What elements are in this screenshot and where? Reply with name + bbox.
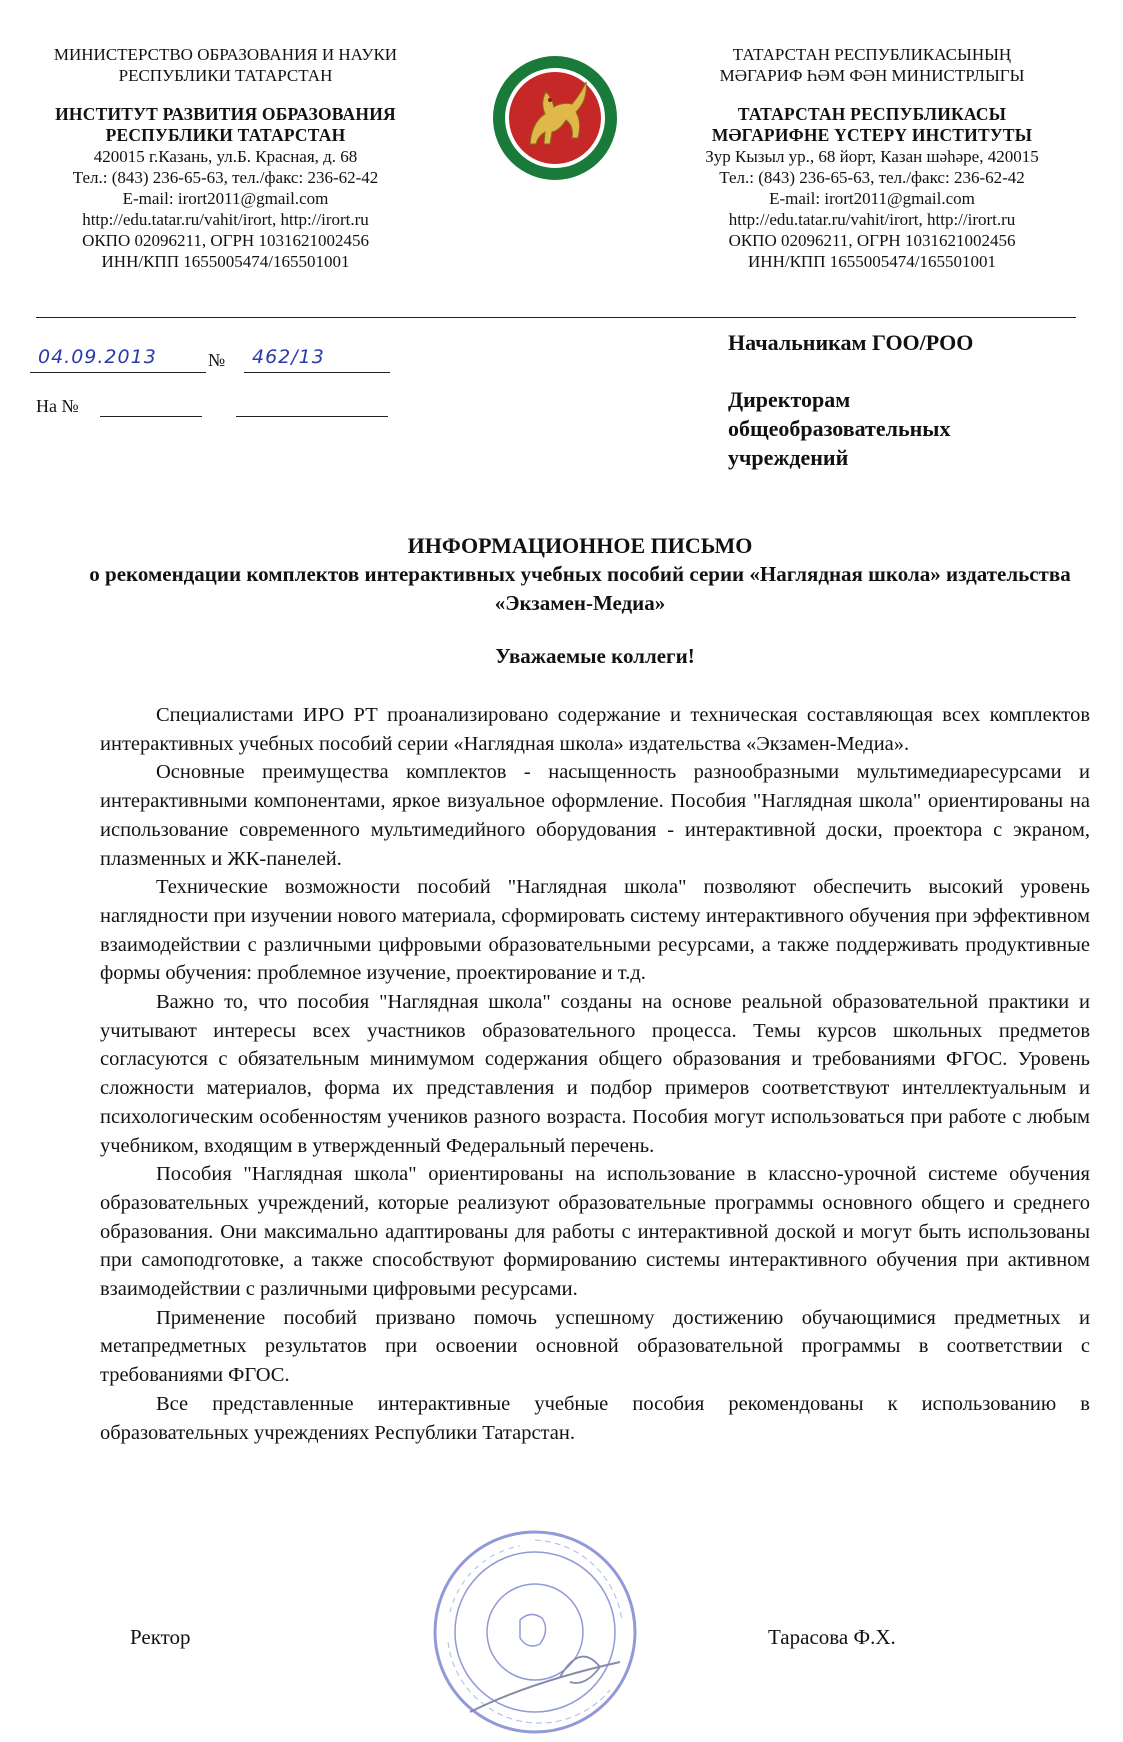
phone: Тел.: (843) 236-65-63, тел./факс: 236-62-42	[72, 168, 379, 187]
signatory-position: Ректор	[130, 1625, 191, 1649]
addressee-line-4: учреждений	[728, 445, 849, 470]
letterhead-right	[672, 44, 1072, 272]
ministry-line-2: РЕСПУБЛИКИ ТАТАРСТАН	[118, 66, 333, 85]
addressee-line-2: Директорам	[728, 387, 851, 412]
reply-number-blank	[100, 396, 202, 417]
outgoing-date-field	[30, 346, 206, 373]
ministry-line-2: МӘГАРИФ ҺӘМ ФӘН МИНИСТРЛЫГЫ	[719, 66, 1025, 85]
address: Зур Кызыл ур., 68 йорт, Казан шәһәре, 420015	[705, 147, 1039, 166]
ministry-name-ru	[28, 44, 423, 86]
institute-line-1: ТАТАРСТАН РЕСПУБЛИКАСЫ	[737, 104, 1007, 124]
reply-date-blank	[236, 396, 388, 417]
letterhead-left	[28, 44, 423, 272]
reply-to-label: На №	[36, 396, 79, 416]
institute-line-2: РЕСПУБЛИКИ ТАТАРСТАН	[105, 125, 346, 145]
paragraph: Технические возможности пособий "Наглядная школа" позволяют обеспечить высокий уровень наглядности при изучении нового материала, сформировать систему интерактивного обучения при эффективном взаимодействии с различными цифровыми образовательными ресурсами, а также поддерживать продуктивные формы обучения: проблемное изучение, проектирование и т.д.	[100, 876, 1090, 985]
outgoing-number-field	[244, 346, 390, 373]
header-divider	[36, 317, 1076, 318]
institute-name-tt	[672, 104, 1072, 146]
ministry-line-1: МИНИСТЕРСТВО ОБРАЗОВАНИЯ И НАУКИ	[53, 45, 398, 64]
address: 420015 г.Казань, ул.Б. Красная, д. 68	[93, 147, 358, 166]
paragraph: Пособия "Наглядная школа" ориентированы на использование в классно-урочной системе обучения образовательных учреждений, которые реализуют образовательные программы основного общего и среднего образования. Они максимально адаптированы для работы с интерактивной доской и могут быть использованы при самоподготовке, а также способствуют формированию системы интерактивного обучения при активном взаимодействии с различными цифровыми ресурсами.	[100, 1163, 1090, 1301]
okpo-ogrn: ОКПО 02096211, ОГРН 1031621002456	[728, 231, 1016, 250]
email: E-mail: irort2011@gmail.com	[769, 189, 975, 208]
handwritten-number: 462/13	[252, 346, 325, 368]
ministry-line-1: ТАТАРСТАН РЕСПУБЛИКАСЫНЫҢ	[732, 45, 1012, 64]
number-label: №	[208, 350, 226, 370]
addressee-line-1: Начальникам ГОО/РОО	[728, 330, 974, 355]
addressee-block	[728, 328, 973, 472]
okpo-ogrn: ОКПО 02096211, ОГРН 1031621002456	[82, 231, 369, 250]
inn-kpp: ИНН/КПП 1655005474/165501001	[101, 252, 350, 271]
email: E-mail: irort2011@gmail.com	[122, 189, 329, 208]
paragraph: Все представленные интерактивные учебные пособия рекомендованы к использованию в образовательных учреждениях Республики Татарстан.	[100, 1392, 1090, 1444]
tatarstan-coat-of-arms-icon	[490, 52, 620, 184]
letter-body	[100, 701, 1090, 1447]
paragraph: Специалистами ИРО РТ проанализировано содержание и техническая составляющая всех комплектов интерактивных учебных пособий серии «Наглядная школа» издательства «Экзамен-Медиа».	[100, 704, 1090, 755]
web-links: http://edu.tatar.ru/vahit/irort, http://irort.ru	[82, 210, 369, 229]
paragraph: Применение пособий призвано помочь успешному достижению обучающимися предметных и метапредметных результатов при освоении основной образовательной программы в соответствии с требованиями ФГОС.	[100, 1306, 1090, 1387]
institute-line-1: ИНСТИТУТ РАЗВИТИЯ ОБРАЗОВАНИЯ	[55, 104, 396, 124]
institute-line-2: МӘГАРИФНЕ ҮСТЕРҮ ИНСТИТУТЫ	[711, 125, 1033, 145]
phone: Тел.: (843) 236-65-63, тел./факс: 236-62-42	[719, 168, 1025, 187]
addressee-line-3: общеобразовательных	[728, 416, 951, 441]
title-subject: о рекомендации комплектов интерактивных учебных пособий серии «Наглядная школа» издательства «Экзамен-Медиа»	[89, 562, 1071, 615]
greeting: Уважаемые коллеги!	[495, 644, 695, 668]
title-heading: ИНФОРМАЦИОННОЕ ПИСЬМО	[407, 533, 753, 558]
signatory-name: Тарасова Ф.Х.	[768, 1625, 896, 1649]
paragraph: Важно то, что пособия "Наглядная школа" созданы на основе реальной образовательной практики и учитывают интересы всех участников образовательного процесса. Темы курсов школьных предметов согласуются с обязательным минимумом содержания общего образования и требованиями ФГОС. Уровень сложности материалов, форма их представления и подбор примеров соответствуют интеллектуальным и психологическим особенностям учеников разного возраста. Пособия могут использоваться при работе с любым учебником, входящим в утвержденный Федеральный перечень.	[100, 991, 1090, 1157]
ministry-name-tt	[672, 44, 1072, 86]
handwritten-date: 04.09.2013	[38, 346, 157, 368]
paragraph: Основные преимущества комплектов - насыщенность разнообразными мультимедиаресурсами и интерактивными компонентами, яркое визуальное оформление. Пособия "Наглядная школа" ориентированы на использование современного мультимедийного оборудования - интерактивной доски, проектора с экраном, плазменных и ЖК-панелей.	[100, 761, 1090, 870]
document-title	[80, 531, 1080, 618]
round-seal-stamp-icon	[410, 1512, 660, 1742]
institute-name-ru	[28, 104, 423, 146]
web-links: http://edu.tatar.ru/vahit/irort, http://irort.ru	[728, 210, 1016, 229]
inn-kpp: ИНН/КПП 1655005474/165501001	[748, 252, 996, 271]
